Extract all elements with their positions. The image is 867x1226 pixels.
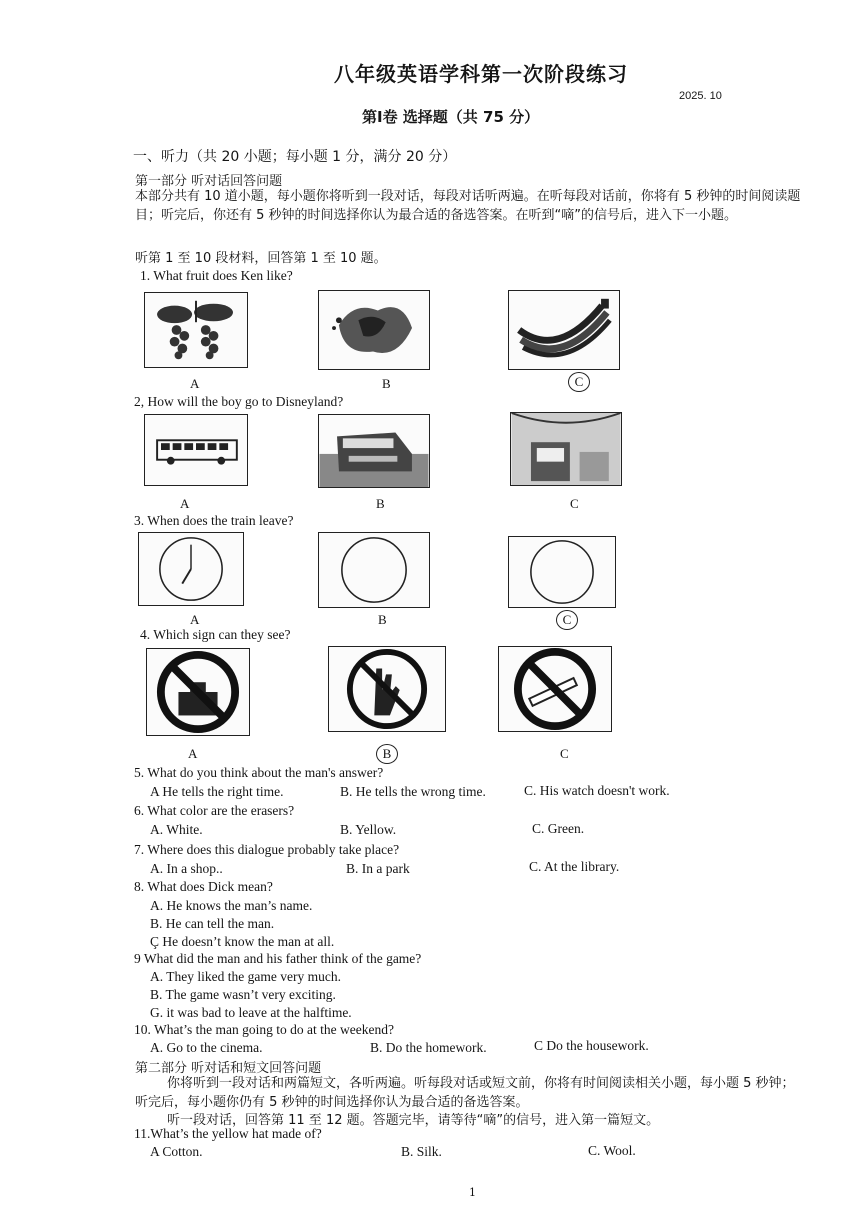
question-stem: 2, How will the boy go to Disneyland?	[134, 394, 344, 409]
option-label: C	[570, 496, 579, 511]
option-label: C	[560, 746, 569, 761]
option-b[interactable]: B. He tells the wrong time.	[340, 784, 486, 799]
option-a[interactable]: A Cotton.	[150, 1144, 203, 1159]
option-b[interactable]: B. Silk.	[401, 1144, 442, 1159]
option-b[interactable]: B. Do the homework.	[370, 1040, 487, 1055]
question-stem: 1. What fruit does Ken like?	[140, 268, 293, 283]
part2-title: 第二部分 听对话和短文回答问题	[135, 1061, 322, 1076]
option-c[interactable]: C. Wool.	[588, 1143, 636, 1158]
option-b[interactable]: B. Yellow.	[340, 822, 397, 837]
question-stem: 7. Where does this dialogue probably take place?	[134, 842, 400, 857]
no-photos-sign[interactable]	[146, 648, 250, 736]
option-label: A	[190, 612, 200, 627]
question-stem: 10. What’s the man going to do at the weekend?	[134, 1022, 394, 1037]
bus-image[interactable]	[144, 414, 248, 486]
clock-a-image[interactable]	[138, 532, 244, 606]
no-smoking-sign[interactable]	[498, 646, 612, 732]
exam-date: 2025. 10	[679, 90, 722, 102]
grapes-image[interactable]	[144, 292, 248, 368]
train-image[interactable]	[318, 414, 430, 488]
option-label: B	[376, 496, 385, 511]
section-heading: 一、听力（共 20 小题；每小题 1 分，满分 20 分）	[133, 149, 457, 165]
option-b[interactable]: B. He can tell the man.	[150, 916, 275, 931]
subway-image[interactable]	[510, 412, 622, 486]
option-label-circled: B	[376, 744, 398, 764]
clock-c-image[interactable]	[508, 536, 616, 608]
part2-listen-note: 听一段对话，回答第 11 至 12 题。答题完毕，请等待“嘀”的信号，进入第一篇短文。	[167, 1113, 660, 1128]
option-c[interactable]: Ç He doesn’t know the man at all.	[150, 934, 335, 949]
option-a[interactable]: A. They liked the game very much.	[150, 969, 341, 984]
option-label-circled: C	[556, 610, 578, 630]
option-label: B	[378, 612, 387, 627]
no-touching-sign[interactable]	[328, 646, 446, 732]
option-a[interactable]: A. Go to the cinema.	[150, 1040, 263, 1055]
strawberries-image[interactable]	[318, 290, 430, 370]
option-a[interactable]: A He tells the right time.	[150, 784, 284, 799]
part1-instructions: 本部分共有 10 道小题，每小题你将听到一段对话，每段对话听两遍。在听每段对话前，你将有 5 秒钟的时间阅读题目；听完后，你还有 5 秒钟的时间选择你认为最合适的备选答案。在听到“嘀”的信号后，进入下一小题。	[135, 189, 801, 223]
part1-title: 第一部分 听对话回答问题	[135, 174, 283, 189]
option-label-circled: C	[568, 372, 590, 392]
option-b[interactable]: B. In a park	[346, 861, 410, 876]
option-c[interactable]: C. Green.	[532, 821, 585, 836]
part2-instructions: 你将听到一段对话和两篇短文，各听两遍。听每段对话或短文前，你将有时间阅读相关小题，每小题 5 秒钟；听完后，每小题你仍有 5 秒钟的时间选择你认为最合适的备选答案。	[135, 1076, 795, 1110]
question-stem: 9 What did the man and his father think of the game?	[134, 951, 422, 966]
option-label: A	[188, 746, 198, 761]
part1-listen-note: 听第 1 至 10 段材料，回答第 1 至 10 题。	[135, 251, 387, 266]
question-stem: 4. Which sign can they see?	[140, 627, 291, 642]
option-label: B	[382, 376, 391, 391]
volume-heading: 第Ⅰ卷 选择题（共 75 分）	[362, 108, 540, 126]
option-c[interactable]: G. it was bad to leave at the halftime.	[150, 1005, 352, 1020]
option-label: A	[180, 496, 190, 511]
question-stem: 6. What color are the erasers?	[134, 803, 295, 818]
bananas-image[interactable]	[508, 290, 620, 370]
option-c[interactable]: C Do the housework.	[534, 1038, 649, 1053]
question-stem: 11.What’s the yellow hat made of?	[134, 1126, 322, 1141]
question-stem: 8. What does Dick mean?	[134, 879, 273, 894]
clock-b-image[interactable]	[318, 532, 430, 608]
page-number: 1	[469, 1186, 476, 1199]
option-a[interactable]: A. In a shop..	[150, 861, 223, 876]
option-label: A	[190, 376, 200, 391]
option-a[interactable]: A. He knows the man’s name.	[150, 898, 313, 913]
option-c[interactable]: C. At the library.	[529, 859, 620, 874]
page-title: 八年级英语学科第一次阶段练习	[334, 62, 628, 86]
option-b[interactable]: B. The game wasn’t very exciting.	[150, 987, 336, 1002]
question-stem: 5. What do you think about the man's answer?	[134, 765, 384, 780]
option-a[interactable]: A. White.	[150, 822, 203, 837]
option-c[interactable]: C. His watch doesn't work.	[524, 783, 670, 798]
question-stem: 3. When does the train leave?	[134, 513, 294, 528]
